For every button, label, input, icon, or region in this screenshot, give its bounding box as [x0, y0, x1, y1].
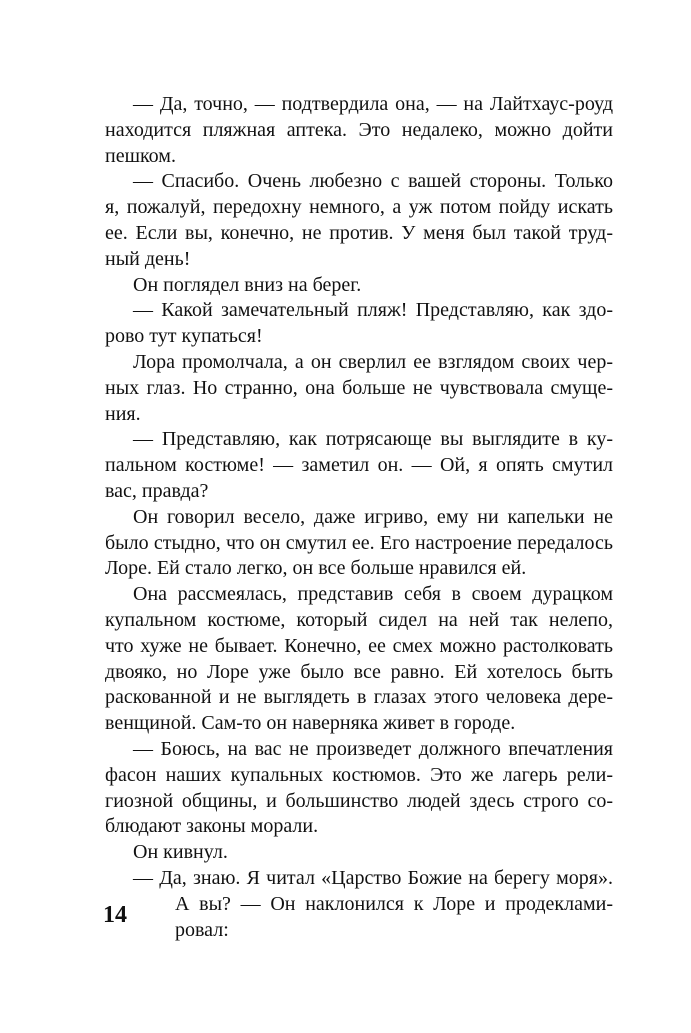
text-line: — Представляю, как потрясающе вы выглядите в ку- — [133, 428, 613, 451]
text-line: — Да, точно, — подтвердила она, — на Лайтхаус-роуд — [133, 93, 613, 115]
text-line: ния. — [105, 402, 141, 425]
text-line: — Спасибо. Очень любезно с вашей стороны. Только — [133, 170, 613, 193]
text-line: — Боюсь, на вас не произведет должного впечатления — [133, 737, 613, 760]
text-line: Лора промолчала, а он сверлил ее взглядом своих чер- — [133, 350, 613, 373]
text-line: купальном костюме, который сидел на ней так нелепо, — [105, 608, 613, 631]
text-line: блюдают законы морали. — [105, 815, 319, 838]
text-line: рово тут купаться! — [105, 325, 263, 348]
text-line: венщиной. Сам-то он наверняка живет в городе. — [105, 712, 516, 735]
text-line: Он кивнул. — [133, 841, 228, 864]
text-line: ных глаз. Но странно, она больше не чувствовала смуще- — [105, 376, 613, 399]
text-line: Она рассмеялась, представив себя в своем дурацком — [133, 583, 613, 606]
text-line: что хуже не бывает. Конечно, ее смех можно растолковать — [105, 634, 613, 657]
text-line: пальном костюме! — заметил он. — Ой, я опять смутил — [105, 454, 613, 477]
text-line: пешком. — [105, 144, 176, 167]
text-line: находится пляжная аптека. Это недалеко, можно дойти — [105, 118, 613, 141]
text-line: было стыдно, что он смутил ее. Его настроение передалось — [105, 531, 613, 554]
text-line: Он говорил весело, даже игриво, ему ни капельки не — [133, 505, 613, 528]
text-line: фасон наших купальных костюмов. Это же лагерь рели- — [105, 763, 613, 786]
body-text — [105, 92, 613, 943]
text-line: ее. Если вы, конечно, не против. У меня был такой труд- — [105, 221, 613, 244]
text-line: раскованной и не выглядеть в глазах этого человека дере- — [105, 686, 613, 709]
text-line: ный день! — [105, 247, 191, 270]
text-line: Он поглядел вниз на берег. — [133, 273, 362, 296]
text-line: ровал: — [175, 918, 229, 941]
text-line: — Да, знаю. Я читал «Царство Божие на берегу моря». — [133, 866, 613, 889]
text-line: я, пожалуй, передохну немного, а уж потом пойду искать — [105, 196, 613, 219]
text-line: вас, правда? — [105, 479, 209, 502]
text-line: — Какой замечательный пляж! Представляю, как здо- — [133, 299, 613, 322]
text-line: А вы? — Он наклонился к Лоре и продеклами- — [175, 892, 613, 915]
text-line: двояко, но Лоре уже было все равно. Ей хотелось быть — [105, 660, 613, 683]
text-line: Лоре. Ей стало легко, он все больше нравился ей. — [105, 557, 527, 580]
text-line: гиозной общины, и большинство людей здесь строго со- — [105, 789, 613, 812]
page-number: 14 — [103, 902, 127, 928]
